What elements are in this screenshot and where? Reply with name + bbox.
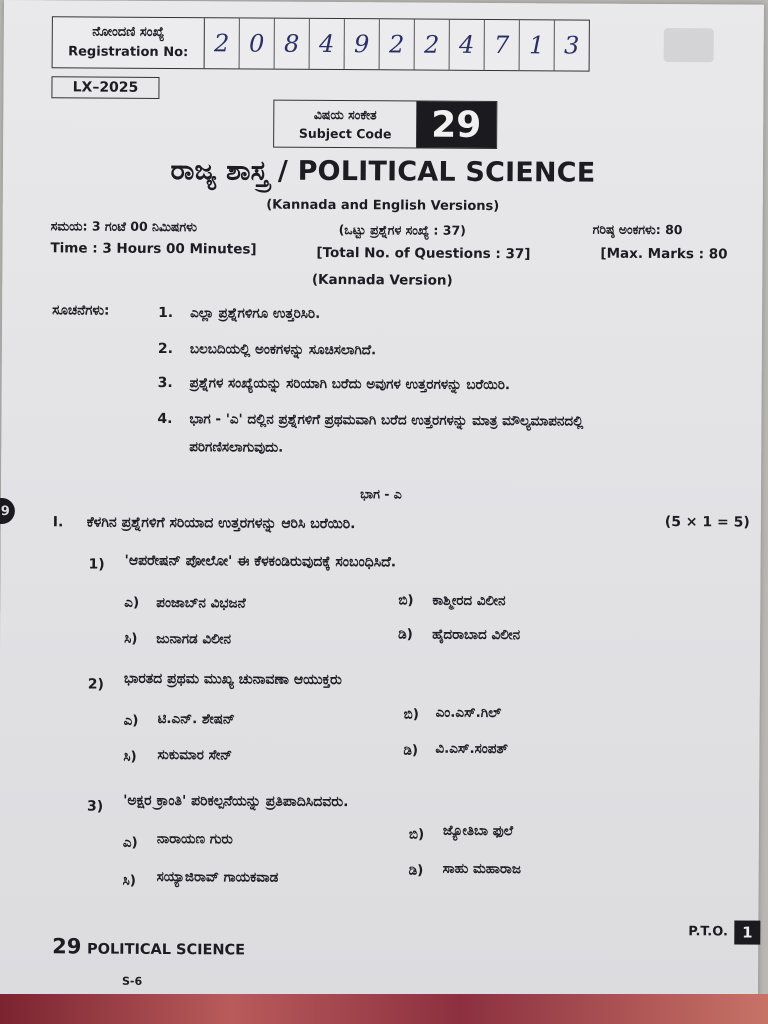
option-key: ಬಿ) [398,592,414,609]
option-key: ಡಿ) [398,626,413,643]
page-number: 1 [734,920,760,944]
option-text: ಕಾಶ್ಮೀರದ ವಿಲೀನ [432,592,506,610]
registration-label [53,17,205,68]
registration-digit-cells [205,18,589,70]
subject-code-label-english: Subject Code [298,125,392,142]
registration-label-kannada: ನೋಂದಣಿ ಸಂಖ್ಯೆ [92,24,165,40]
section-instruction: ಕೆಳಗಿನ ಪ್ರಶ್ನೆಗಳಿಗೆ ಸರಿಯಾದ ಉತ್ತರಗಳನ್ನು ಆರಿಸಿ ಬರೆಯಿರಿ. [86,514,356,533]
registration-digit: 3 [564,31,580,60]
option-key: ಸಿ) [122,872,137,889]
registration-digit: 7 [485,20,520,70]
instruction-number: 1. [158,304,174,322]
instruction-text: ಎಲ್ಲಾ ಪ್ರಶ್ನೆಗಳಿಗೂ ಉತ್ತರಿಸಿರಿ. [190,305,321,322]
registration-digit: 2 [205,18,240,68]
option-text: ಎಂ.ಎಸ್.ಗಿಲ್ [435,704,502,722]
total-questions-english: [Total No. of Questions : 37] [316,244,531,263]
option-key: ಬಿ) [408,826,425,843]
show-through-mark [664,28,714,62]
time-kannada: ಸಮಯ: 3 ಗಂಟೆ 00 ನಿಮಿಷಗಳು [50,218,197,235]
instruction-number: 4. [157,410,173,428]
instruction-text: ಬಲಬದಿಯಲ್ಲಿ ಅಂಕಗಳನ್ನು ಸೂಚಿಸಲಾಗಿದೆ. [189,341,377,359]
option-text: ನಾರಾಯಣ ಗುರು [156,830,233,848]
subject-code-label-kannada: ವಿಷಯ ಸಂಕೇತ [313,106,377,123]
option-key: ಡಿ) [403,742,419,759]
question-number: 3) [87,798,104,815]
question-text: ಭಾರತದ ಪ್ರಥಮ ಮುಖ್ಯ ಚುನಾವಣಾ ಆಯುಕ್ತರು [123,670,342,689]
option-key: ಎ) [124,594,140,611]
part-a-title: ಭಾಗ - ಎ [360,486,402,502]
option-text: ಟಿ.ಎನ್. ಶೇಷನ್ [157,710,235,728]
pto-label: P.T.O. [688,924,728,940]
subject-code-label [274,101,416,148]
exam-code-badge: LX–2025 [51,76,159,99]
instruction-text: ಭಾಗ - 'ಎ' ದಲ್ಲಿನ ಪ್ರಶ್ನೆಗಳಿಗೆ ಪ್ರಥಮವಾಗಿ ಬರೆದ ಉತ್ತರಗಳನ್ನು ಮಾತ್ರ ಮೌಲ್ಯಮಾಪನದಲ್ಲಿ [189,411,584,430]
instruction-text: ಪ್ರಶ್ನೆಗಳ ಸಂಖ್ಯೆಯನ್ನು ಸರಿಯಾಗಿ ಬರೆದು ಅವುಗಳ ಉತ್ತರಗಳನ್ನು ಬರೆಯಿರಿ. [189,375,511,394]
option-text: ಸಾಹು ಮಹಾರಾಜ [442,860,521,878]
version-label: (Kannada Version) [311,271,453,289]
registration-digit: 4 [450,20,485,70]
footer-subject [52,934,245,959]
background-fabric [0,994,768,1024]
paper-title: ರಾಜ್ಯ ಶಾಸ್ತ್ರ / POLITICAL SCIENCE [170,155,596,189]
option-key: ಎ) [122,834,138,851]
subject-code-value: 29 [416,102,496,148]
question-number: 1) [88,556,105,573]
registration-digit: 1 [520,20,555,70]
option-key: ಎ) [123,712,139,729]
option-key: ಸಿ) [124,630,138,647]
total-questions-kannada: (ಒಟ್ಟು ಪ್ರಶ್ನೆಗಳ ಸಂಖ್ಯೆ : 37) [338,222,466,238]
registration-digit: 0 [240,18,275,68]
registration-label-english: Registration No: [68,44,189,61]
option-text: ಜ್ಯೋತಿಬಾ ಫುಲೆ [442,822,514,840]
option-text: ಜುನಾಗಡ ವಿಲೀನ [156,630,232,648]
instruction-number: 3. [157,374,173,392]
option-key: ಬಿ) [403,706,419,723]
option-text: ಸುಕುಮಾರ ಸೇನ್ [157,746,233,764]
registration-digit: 9 [345,19,380,69]
registration-digit: 4 [310,19,345,69]
option-text: ವಿ.ಎಸ್.ಸಂಪತ್ [435,740,508,758]
section-number: I. [52,514,64,531]
option-key: ಡಿ) [408,862,424,879]
registration-digit: 2 [380,19,415,69]
max-marks-kannada: ಗರಿಷ್ಠ ಅಂಕಗಳು: 80 [592,221,683,238]
footer-subject-number: 29 [52,934,82,959]
page-tab-marker: 9 [0,498,15,524]
instruction-text-continued: ಪರಿಗಣಿಸಲಾಗುವುದು. [189,439,284,456]
section-marks: (5 × 1 = 5) [664,514,750,531]
option-key: ಸಿ) [123,748,137,765]
question-text: 'ಅಕ್ಷರ ಕ್ರಾಂತಿ' ಪರಿಕಲ್ಪನೆಯನ್ನು ಪ್ರತಿಪಾದಿಸಿದವರು. [123,792,349,811]
time-english: Time : 3 Hours 00 Minutes] [50,240,257,258]
option-text: ಹೈದರಾಬಾದ ವಿಲೀನ [432,626,521,644]
instructions-label: ಸೂಚನೆಗಳು: [52,302,110,319]
max-marks-english: [Max. Marks : 80 [600,245,728,263]
versions-note: (Kannada and English Versions) [266,197,500,215]
set-code: S-6 [121,974,143,988]
registration-number-box [52,16,590,71]
registration-digit: 8 [275,19,310,69]
question-text: 'ಆಪರೇಷನ್ ಪೋಲೋ' ಈ ಕೆಳಕಂಡಿರುವುದಕ್ಕೆ ಸಂಬಂಧಿಸಿದೆ. [124,552,397,571]
question-number: 2) [87,676,105,693]
instruction-number: 2. [157,340,173,358]
footer-subject-name: POLITICAL SCIENCE [86,941,246,959]
option-text: ಸಯ್ಯಾಜಿರಾವ್ ಗಾಯಕವಾಡ [156,868,279,886]
subject-code-box [273,100,497,149]
registration-digit: 2 [415,20,450,70]
option-text: ಪಂಜಾಬ್‌ನ ವಿಭಜನೆ [156,594,246,612]
